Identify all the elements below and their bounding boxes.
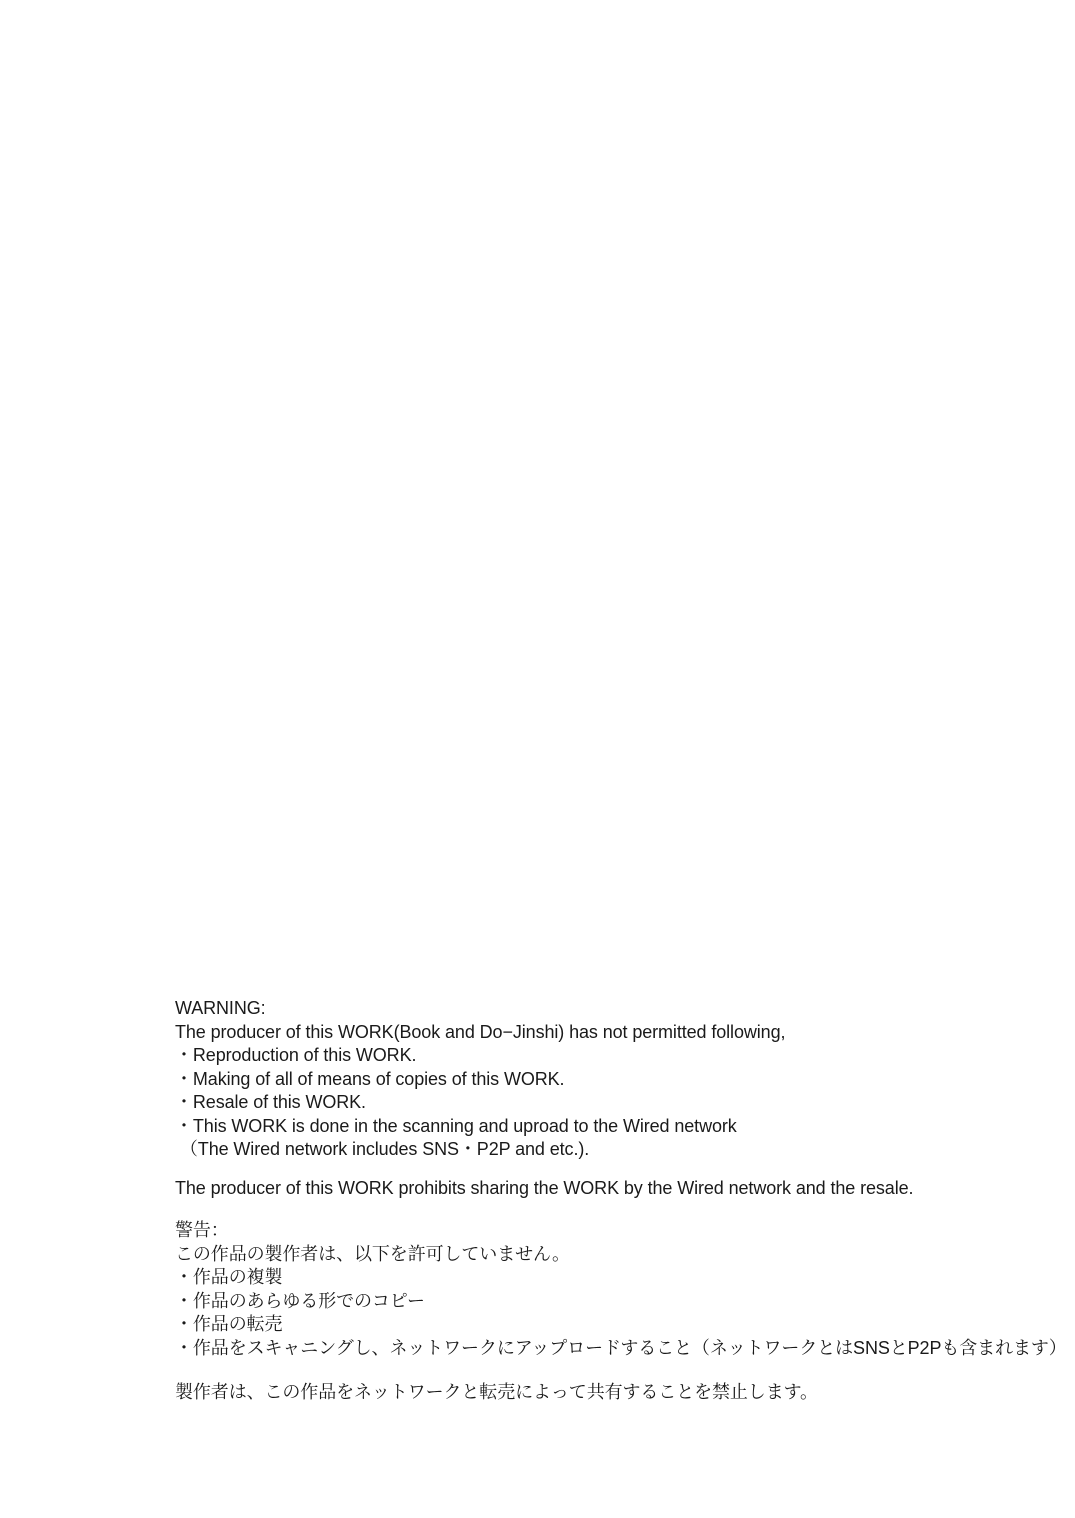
warning-en-closing: The producer of this WORK prohibits sharing the WORK by the Wired network and the resale.	[175, 1178, 914, 1198]
warning-en-item: ・Reproduction of this WORK.	[175, 1045, 417, 1065]
warning-ja-heading: 警告：	[175, 1220, 229, 1240]
warning-ja-closing-section	[175, 1381, 818, 1405]
warning-en-item: ・This WORK is done in the scanning and uproad to the Wired network	[175, 1115, 737, 1136]
warning-ja-item: ・作品をスキャニングし、ネットワークにアップロードすること（ネットワークとはSNSとP2Pも含まれます）	[175, 1337, 1067, 1358]
warning-ja-closing: 製作者は、この作品をネットワークと転売によって共有することを禁止します。	[175, 1382, 818, 1402]
warning-en-section	[175, 997, 785, 1162]
warning-en-heading: WARNING:	[175, 998, 266, 1018]
warning-ja-section	[175, 1219, 1067, 1360]
warning-en-item: ・Resale of this WORK.	[175, 1092, 366, 1112]
warning-ja-intro: この作品の製作者は、以下を許可していません。	[175, 1243, 570, 1264]
warning-ja-item: ・作品の転売	[175, 1314, 283, 1334]
warning-ja-item: ・作品のあらゆる形でのコピー	[175, 1290, 425, 1311]
warning-en-item-continuation: （The Wired network includes SNS・P2P and etc.).	[175, 1139, 590, 1159]
warning-ja-item: ・作品の複製	[175, 1267, 283, 1287]
warning-en-intro: The producer of this WORK(Book and Do−Jinshi) has not permitted following,	[175, 1021, 786, 1042]
warning-en-closing-section	[175, 1177, 913, 1201]
warning-en-item: ・Making of all of means of copies of this WORK.	[175, 1068, 565, 1089]
